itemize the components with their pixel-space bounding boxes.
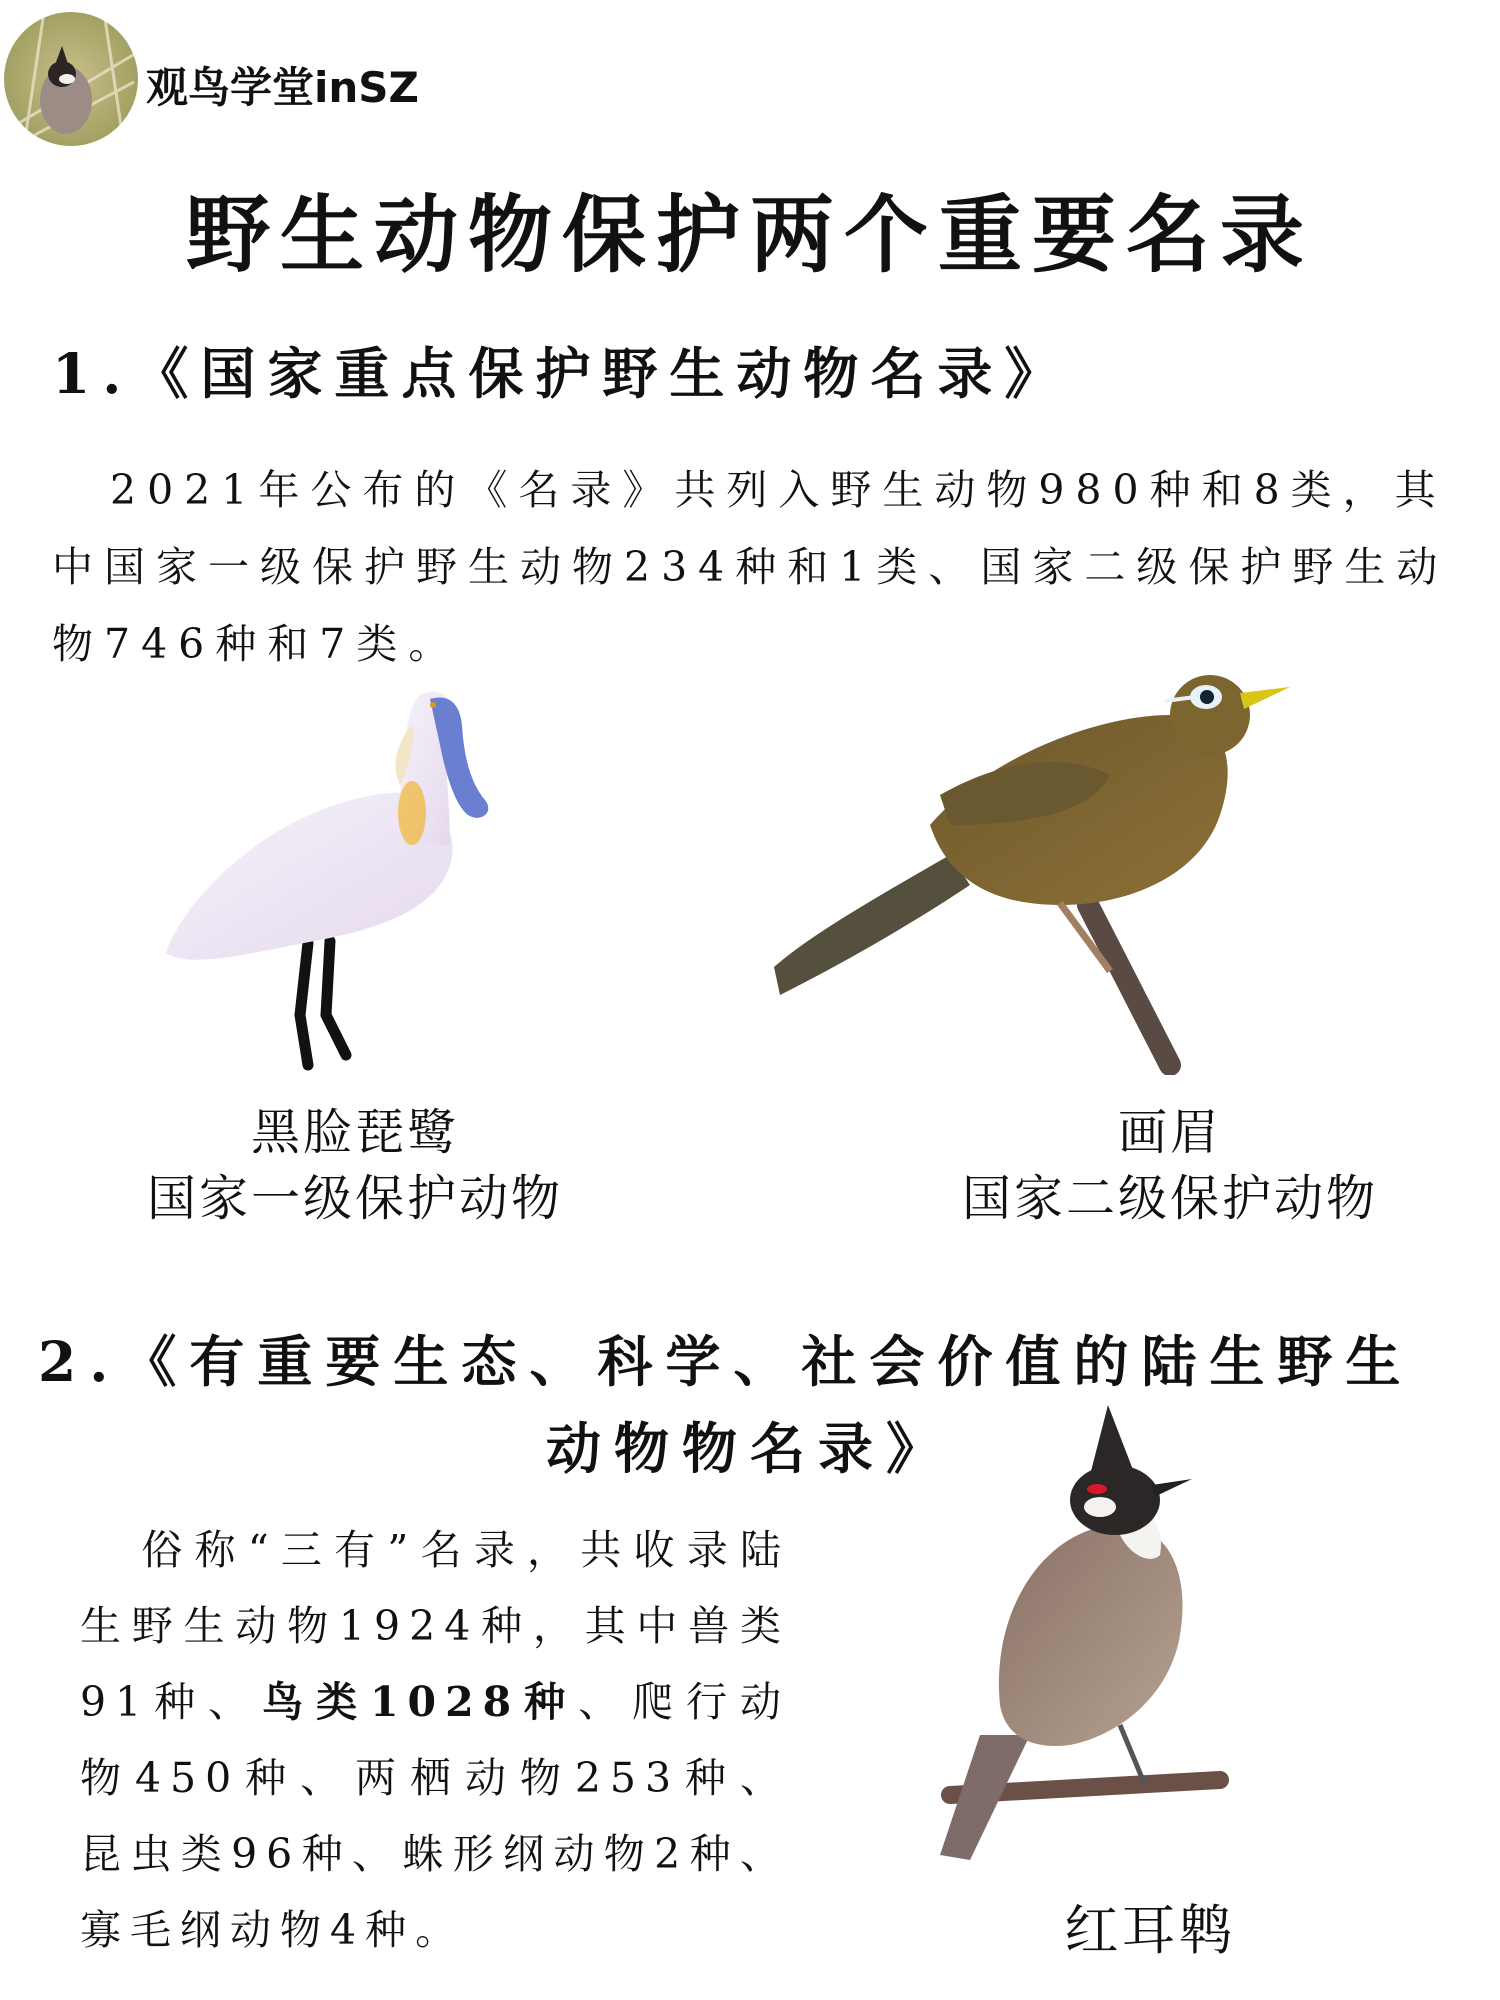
section2-body-pre: 俗称“三有”名录，共收录陆生野生动物1924种，其中兽类91种、 [80, 1526, 790, 1726]
avatar [4, 12, 138, 146]
hwamei-name: 画眉 [1117, 1104, 1222, 1161]
hwamei-icon [770, 675, 1330, 1075]
section1-body-text: 2021年公布的《名录》共列入野生动物980种和8类，其中国家一级保护野生动物234种和1类、国家二级保护野生动物746种和7类。 [52, 466, 1449, 668]
spoonbill-name: 黑脸琵鹭 [250, 1104, 459, 1161]
section2-body-bold: 鸟类1028种 [262, 1678, 579, 1726]
hwamei-image [770, 675, 1330, 1075]
spoonbill-icon [150, 685, 510, 1085]
section2-heading-line2: 动物物名录》 [545, 1416, 954, 1481]
spoonbill-level: 国家一级保护动物 [146, 1170, 563, 1227]
brand-name: 观鸟学堂inSZ [146, 63, 420, 112]
section2-heading-line1: 2.《有重要生态、科学、社会价值的陆生野生 [38, 1329, 1414, 1394]
hwamei-caption [900, 1100, 1440, 1232]
spoonbill-caption [95, 1100, 615, 1232]
section2-body-post: 、爬行动物450种、两栖动物253种、昆虫类96种、蛛形纲动物2种、寡毛纲动物4种。 [80, 1678, 791, 1954]
section1-heading: 1.《国家重点保护野生动物名录》 [52, 341, 1072, 406]
bulbul-name: 红耳鹎 [1064, 1899, 1236, 1962]
page-title: 野生动物保护两个重要名录 [185, 186, 1314, 284]
hwamei-level: 国家二级保护动物 [961, 1170, 1378, 1227]
bulbul-icon [920, 1405, 1250, 1865]
red-whiskered-bulbul-image [920, 1405, 1250, 1865]
black-faced-spoonbill-image [150, 685, 510, 1085]
section1-body [52, 452, 1452, 683]
section2-body [80, 1512, 790, 1968]
bulbul-photo-avatar-icon [4, 12, 138, 146]
